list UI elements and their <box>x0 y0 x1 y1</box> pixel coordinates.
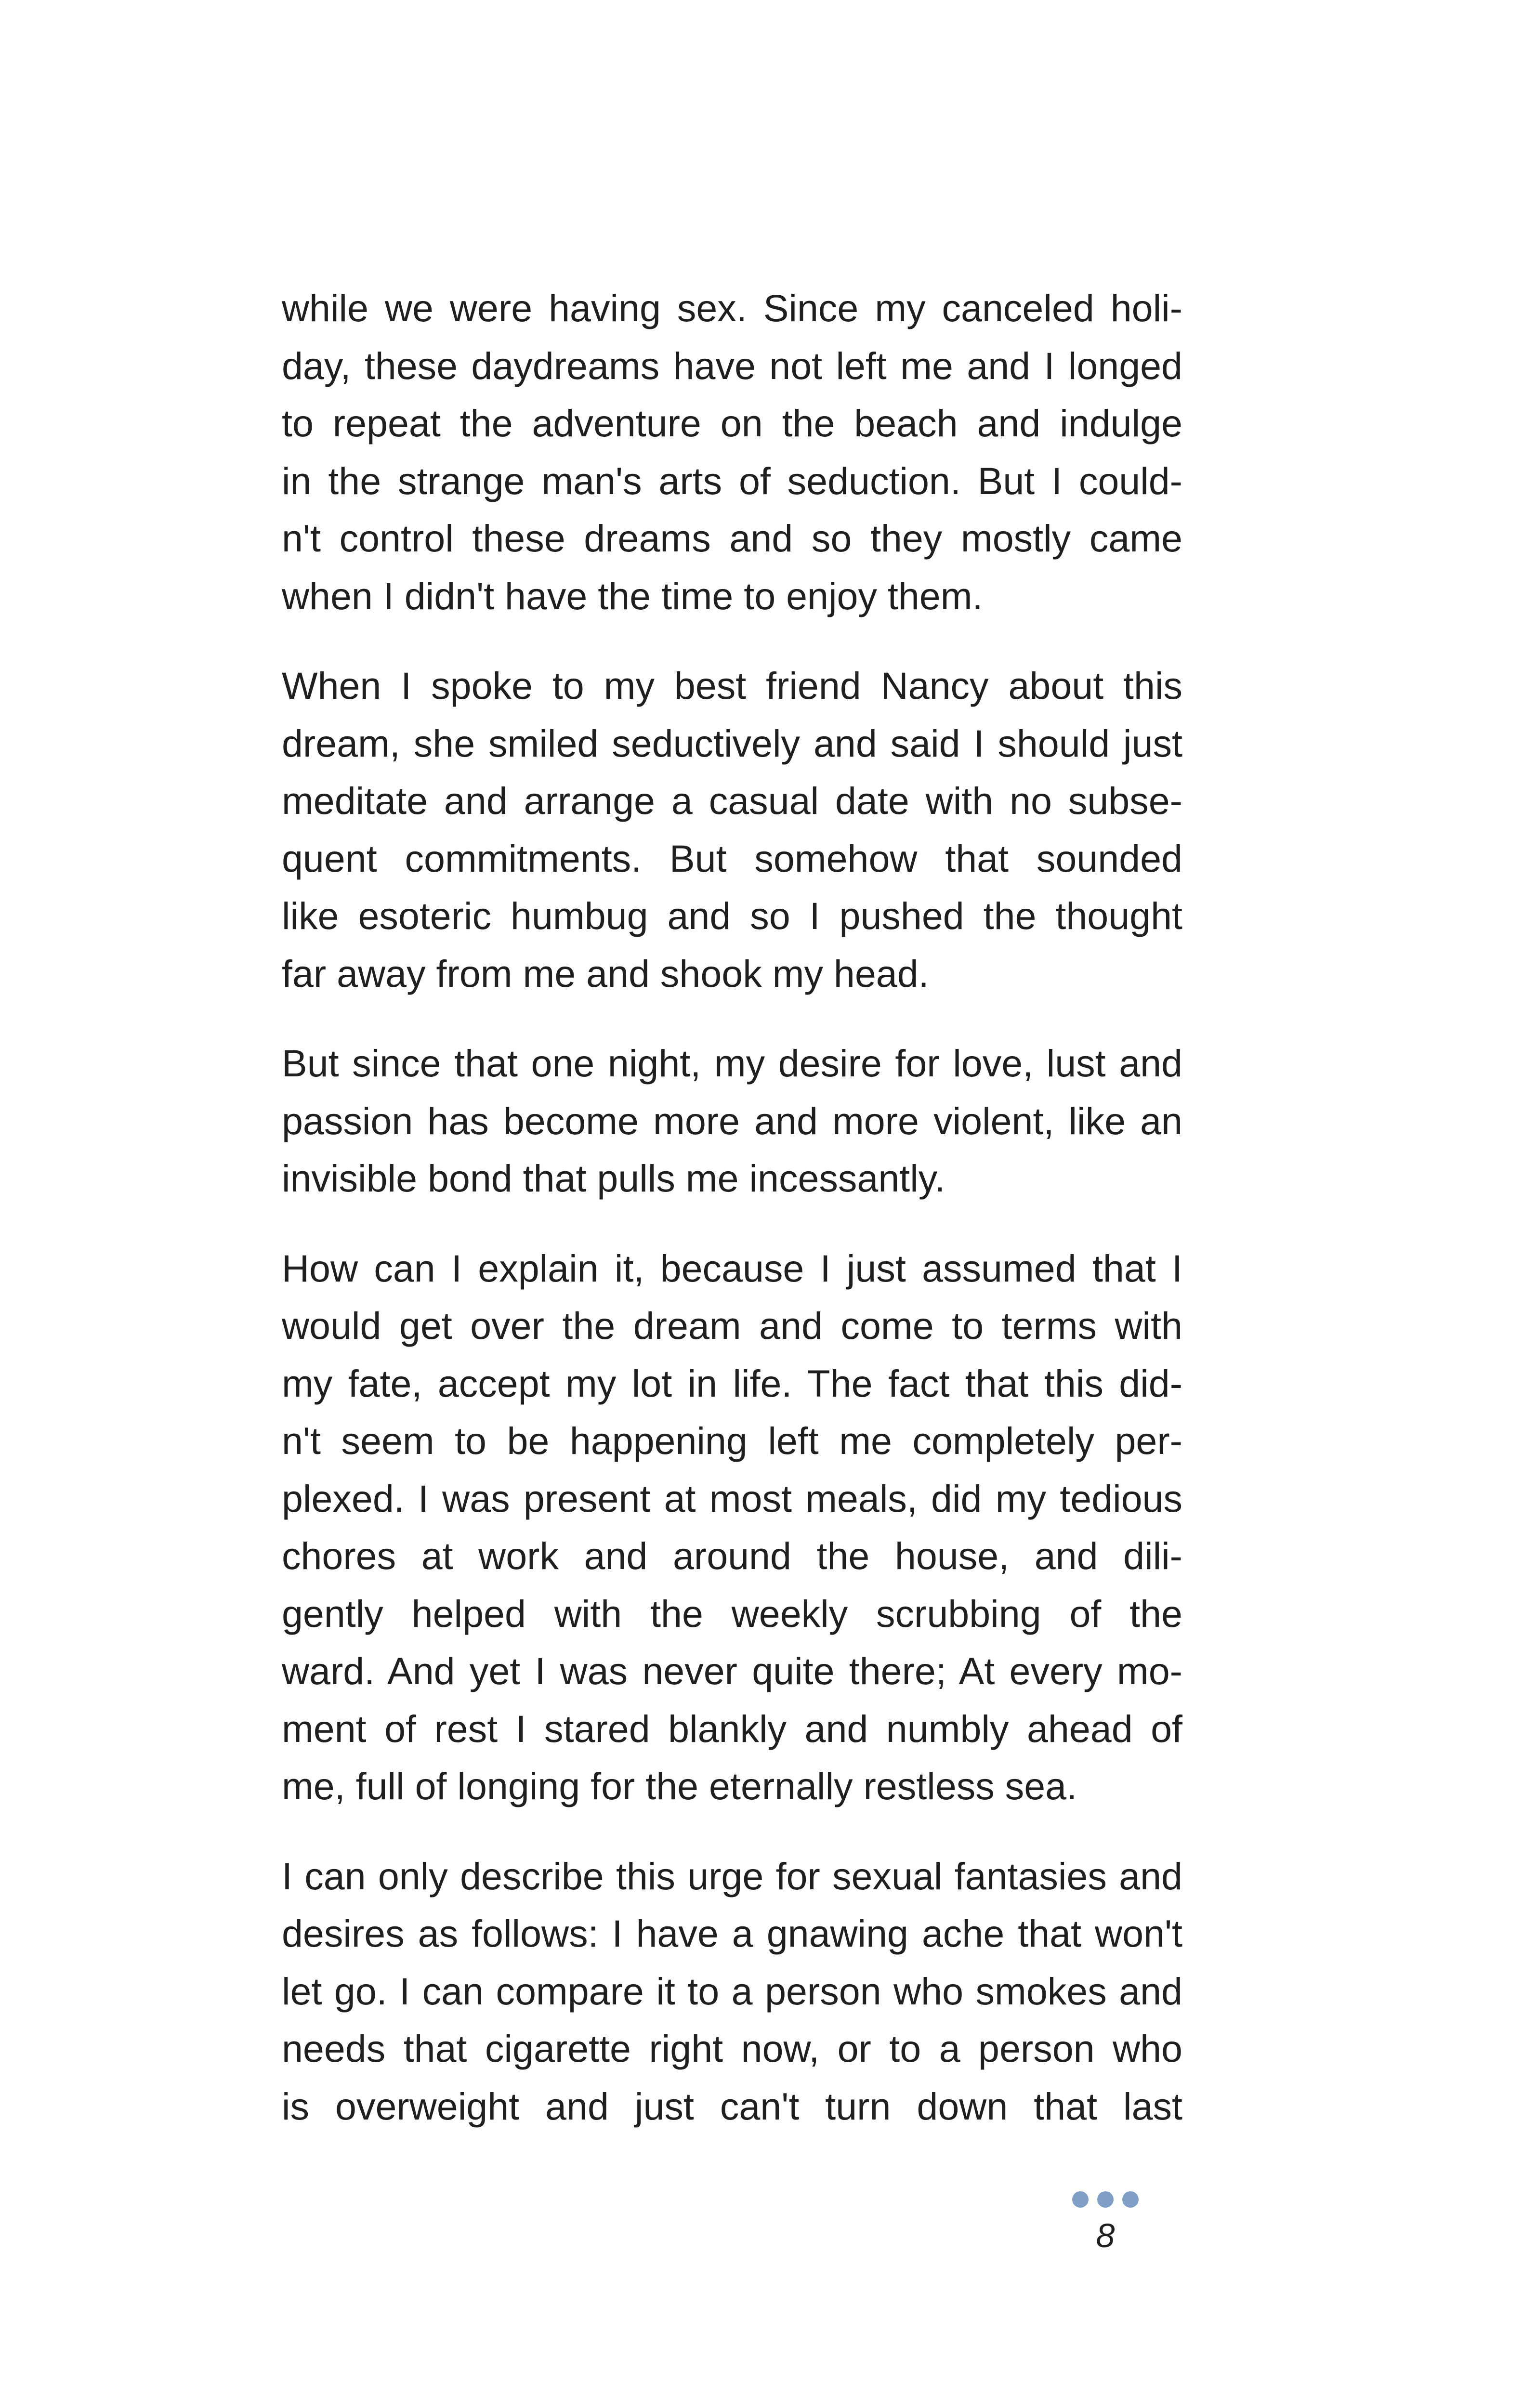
text-line: when I didn't have the time to enjoy them. <box>282 574 983 617</box>
text-line: my fate, accept my lot in life. The fact that this did- <box>282 1361 1182 1405</box>
text-line: while we were having sex. Since my canceled holi- <box>282 287 1182 329</box>
text-line: gently helped with the weekly scrubbing of the <box>282 1592 1182 1635</box>
text-line: let go. I can compare it to a person who smokes and <box>282 1969 1182 2013</box>
text-line: me, full of longing for the eternally restless sea. <box>282 1765 1077 1807</box>
text-line: I can only describe this urge for sexual fantasies and <box>282 1854 1182 1898</box>
text-line: quent commitments. But somehow that sounded <box>282 837 1182 880</box>
page-number: 8 <box>1096 2217 1115 2254</box>
text-line: ward. And yet I was never quite there; At every mo- <box>282 1649 1182 1692</box>
text-line: to repeat the adventure on the beach and indulge <box>282 402 1182 445</box>
text-line: desires as follows: I have a gnawing ache that won't <box>282 1912 1182 1955</box>
dot-icon <box>1072 2191 1089 2208</box>
text-line: invisible bond that pulls me incessantly. <box>282 1157 945 1200</box>
text-line: passion has become more and more violent, like an <box>282 1099 1182 1142</box>
text-line: like esoteric humbug and so I pushed the thought <box>282 894 1182 937</box>
text-line: n't seem to be happening left me completely per- <box>282 1419 1182 1462</box>
text-line: far away from me and shook my head. <box>282 952 929 995</box>
text-line: meditate and arrange a casual date with no subse- <box>282 779 1182 822</box>
page-footer <box>1069 2191 1142 2288</box>
paragraph <box>282 1240 1182 1815</box>
text-line: But since that one night, my desire for love, lust and <box>282 1042 1182 1085</box>
text-line: ment of rest I stared blankly and numbly ahead of <box>282 1707 1182 1750</box>
paragraph <box>282 1034 1182 1207</box>
text-line: How can I explain it, because I just assumed that I <box>282 1246 1182 1290</box>
text-line: day, these daydreams have not left me and I longed <box>282 344 1182 387</box>
text-line: would get over the dream and come to terms with <box>282 1304 1182 1347</box>
dot-icon <box>1122 2191 1139 2208</box>
text-line: is overweight and just can't turn down that last <box>282 2084 1182 2128</box>
paragraph <box>282 1847 1182 2135</box>
text-line: plexed. I was present at most meals, did my tedious <box>282 1477 1182 1520</box>
ellipsis-ornament <box>1069 2191 1142 2211</box>
text-line: needs that cigarette right now, or to a person who <box>282 2027 1182 2070</box>
text-line: dream, she smiled seductively and said I should just <box>282 721 1182 765</box>
text-line: chores at work and around the house, and dili- <box>282 1534 1182 1577</box>
body-text <box>282 279 1182 2167</box>
paragraph <box>282 279 1182 625</box>
text-line: n't control these dreams and so they mostly came <box>282 517 1182 560</box>
dot-icon <box>1097 2191 1114 2208</box>
paragraph <box>282 657 1182 1002</box>
text-line: in the strange man's arts of seduction. But I could- <box>282 459 1182 502</box>
text-line: When I spoke to my best friend Nancy about this <box>282 664 1182 707</box>
